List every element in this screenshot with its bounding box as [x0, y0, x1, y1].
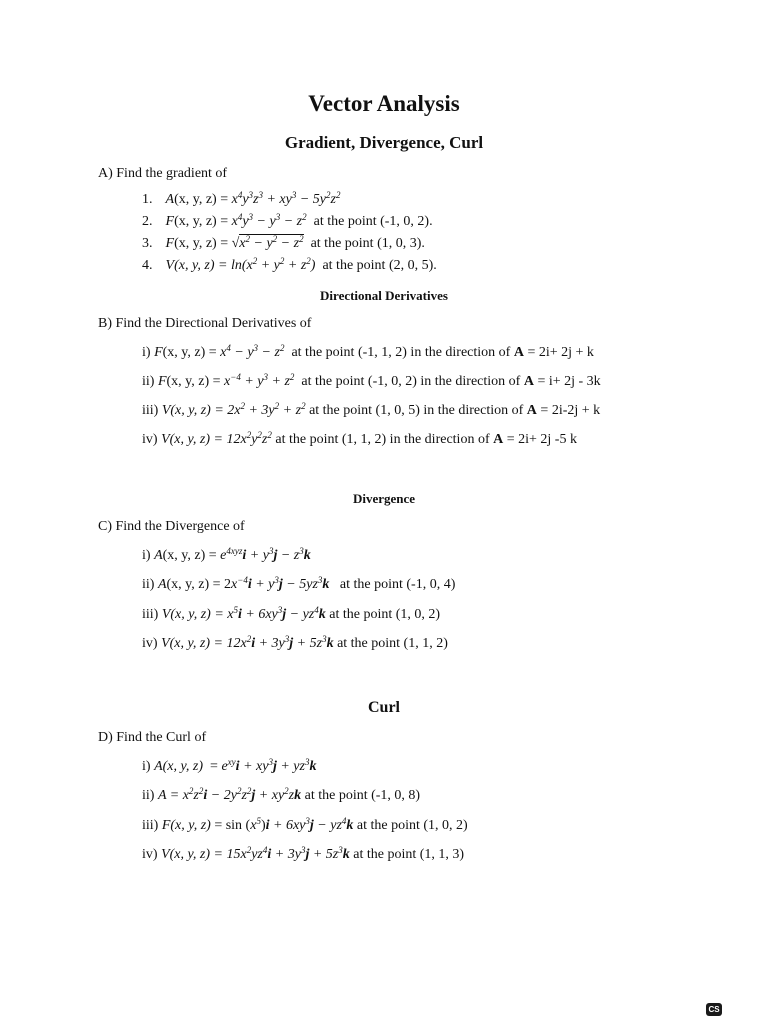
divergence-item-1: i) A(x, y, $z) = e^{4xyz}i + y^3j - z^3k$ [142, 546, 311, 563]
item-number: iii) [142, 607, 159, 622]
item-number: iv) [142, 847, 158, 862]
point-text: at the point (1, 1, 3) [353, 847, 465, 862]
divergence-item-2: ii) A(x, y, $z) = 2x^{-4}i + y^3j - 5yz^3k$ at the point (-1, 0, 4) [142, 575, 456, 592]
item-number: 2. [142, 214, 153, 229]
function-name: F [165, 214, 175, 229]
directional-item-1: i) F(x, y, $z) = x^4 - y^3 - z^2$ at the point (-1, 1, 2) in the direction of A = 2i+ 2j + k [142, 343, 594, 360]
document-title: Vector Analysis [308, 91, 460, 116]
point-text: at the point (-1, 0, 2) in the direction of [301, 374, 521, 389]
gradient-item-4: 4. V(x, y, $z) = \ln(x^2 + y^2 + z^2)$ at the point (2, 0, 5). [142, 256, 437, 273]
item-number: ii) [142, 788, 155, 803]
point-text: at the point (2, 0, 5). [322, 258, 437, 273]
document-subtitle: Gradient, Divergence, Curl [284, 133, 484, 152]
item-number: iii) [142, 818, 159, 833]
point-text: at the point (1, 0, 2) [356, 818, 468, 833]
point-text: at the point (1, 0, 3). [310, 236, 425, 251]
direction-text: = 2i-2j + k [540, 403, 601, 418]
direction-text: = 2i+ 2j -5 k [506, 432, 577, 447]
point-text: at the point (1, 0, 2) [329, 607, 441, 622]
divergence-item-3: iii) V(x, y, $z) = x^5i + 6xy^3j - yz^4k$ at the point (1, 0, 2) [142, 605, 441, 622]
curl-heading: D) Find the Curl of [98, 730, 207, 745]
directional-item-4: iv) V(x, y, $z) = 12x^2y^2z^2$ at the point (1, 1, 2) in the direction of A = 2i+ 2j -5 k [142, 430, 577, 447]
item-number: 3. [142, 236, 153, 251]
item-number: i) [142, 759, 151, 774]
item-number: iv) [142, 636, 158, 651]
gradient-item-2: 2. F(x, y, $z) = x^4y^3 - y^3 - z^2$ at the point (-1, 0, 2). [142, 212, 433, 229]
function-name: A [165, 192, 175, 207]
divergence-item-4: iv) V(x, y, $z) = 12x^2i + 3y^3j + 5z^3k$ at the point (1, 1, 2) [142, 634, 448, 651]
function-name: F [165, 236, 175, 251]
point-text: at the point (1, 0, 5) in the direction of [309, 403, 524, 418]
item-number: ii) [142, 577, 155, 592]
camscanner-logo: CS [706, 1003, 722, 1016]
item-number: i) [142, 548, 151, 563]
gradient-item-1: 1. A(x, y, $z) = x^4y^3z^3 + xy^3 - 5y^2z^2$ [142, 190, 341, 207]
directional-item-3: iii) V(x, y, $z) = 2x^2 + 3y^2 + z^2$ at the point (1, 0, 5) in the direction of A = 2i-2j + k [142, 401, 601, 418]
direction-text: = 2i+ 2j + k [527, 345, 594, 360]
item-number: 4. [142, 258, 153, 273]
divergence-title: Divergence [352, 491, 416, 506]
item-number: ii) [142, 374, 155, 389]
gradient-heading: A) Find the gradient of [98, 166, 228, 181]
direction-text: = i+ 2j - 3k [537, 374, 601, 389]
curl-item-3: iii) F(x, y, $z) = \sin (x^5)i + 6xy^3j - yz^4k$ at the point (1, 0, 2) [142, 816, 468, 833]
curl-title: Curl [368, 699, 400, 716]
point-text: at the point (-1, 0, 8) [304, 788, 421, 803]
directional-derivatives-title: Directional Derivatives [320, 288, 448, 303]
directional-heading: B) Find the Directional Derivatives of [98, 316, 312, 331]
curl-item-2: ii) $A = x^2z^2i - 2y^2z^2j + xy^2zk$ at the point (-1, 0, 8) [142, 786, 421, 803]
item-number: iv) [142, 432, 158, 447]
directional-item-2: ii) F(x, y, $z) = x^{-4} + y^3 + z^2$ at the point (-1, 0, 2) in the direction of A = i+ 2j - 3k [142, 372, 601, 389]
item-number: 1. [142, 192, 153, 207]
item-number: i) [142, 345, 151, 360]
point-text: at the point (-1, 1, 2) in the direction of [291, 345, 511, 360]
function-name: V [165, 258, 175, 273]
point-text: at the point (-1, 0, 4) [339, 577, 456, 592]
point-text: at the point (1, 1, 2) in the direction of [275, 432, 490, 447]
curl-item-1: i) A(x, y, $z) = e^{xy}i + xy^3j + yz^3k$ [142, 757, 317, 774]
point-text: at the point (-1, 0, 2). [313, 214, 433, 229]
point-text: at the point (1, 1, 2) [337, 636, 448, 651]
divergence-heading: C) Find the Divergence of [98, 519, 245, 534]
curl-item-4: iv) V(x, y, $z) = 15x^2yz^4i + 3y^3j + 5z^3k$ at the point (1, 1, 3) [142, 845, 465, 862]
gradient-item-3: 3. F(x, y, $z) = √x^2 - y^2 - z^2$ at the point (1, 0, 3). [142, 234, 425, 251]
item-number: iii) [142, 403, 159, 418]
